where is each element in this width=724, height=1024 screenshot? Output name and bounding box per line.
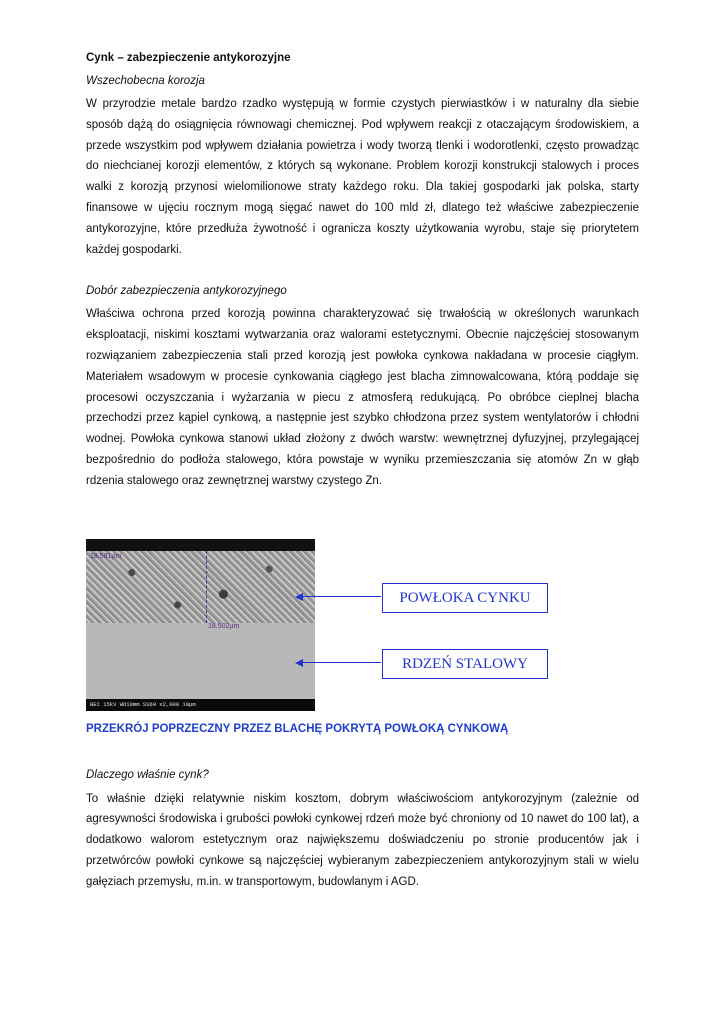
- sem-zinc-coating-layer: [86, 551, 315, 623]
- sem-measure-top: 18.581µm: [90, 552, 122, 560]
- label-core: RDZEŃ STALOWY: [382, 649, 548, 679]
- section-heading-selection: Dobór zabezpieczenia antykorozyjnego: [86, 285, 287, 298]
- figure-caption: PRZEKRÓJ POPRZECZNY PRZEZ BLACHĘ POKRYTĄ POWŁOKĄ CYNKOWĄ: [86, 722, 509, 735]
- document-page: [86, 52, 639, 893]
- section-heading-corrosion: Wszechobecna korozja: [86, 75, 205, 87]
- sem-info-bar: BEC 15kV WD10mm SS60 x2,000 10µm: [86, 699, 315, 711]
- sem-micrograph-image: [86, 539, 315, 711]
- cross-section-figure: [86, 539, 639, 717]
- sem-steel-core-layer: [86, 623, 315, 699]
- section-text-corrosion: W przyrodzie metale bardzo rzadko występują w formie czystych pierwiastków i w naturalny dla siebie sposób dążą do osiągnięcia równowagi chemicznej. Pod wpływem reakcji z otaczającym środowiskiem, a przede wszystkim pod wpływem działania powietrza i wody tworzą tlenki i wodorotlenki, często prowadząc do niechcianej korozji elementów, z których są wykonane. Problem korozji konstrukcji stalowych i proces walki z korozją przynosi wielomilionowe straty każdego roku. Dla takiej gospodarki jak polska, starty finansowe w ujęciu rocznym mogą sięgać nawet do 100 mld zł, dlatego też właściwe zabezpieczenie antykorozyjne, które przedłuża żywotność i ogranicza koszty użytkowania wyrobu, staje się priorytetem każdej gospodarki.: [86, 98, 639, 256]
- sem-measure-bottom: 18.502µm: [208, 622, 240, 630]
- section-text-why-zinc: To właśnie dzięki relatywnie niskim kosztom, dobrym właściwościom antykorozyjnym (zależnie od agresywności środowiska i grubości powłoki cynkowej rdzeń może być chroniony od 10 nawet do 100 lat), a dodatkowo walorom estetycznym oraz największemu doświadczeniu po stronie producentów jak i przetwórców powłoki cynkowe są najczęściej wybieranym zabezpieczeniem antykorozyjnym stali w wielu gałęziach przemysłu, m.in. w transportowym, budowlanym i AGD.: [86, 792, 639, 888]
- section-heading-why-zinc: Dlaczego właśnie cynk?: [86, 768, 209, 781]
- arrow-head-core: [295, 659, 303, 667]
- sem-measurement-line: [206, 551, 207, 623]
- arrow-line-core: [301, 662, 381, 663]
- arrow-line-coating: [301, 596, 381, 597]
- label-coating: POWŁOKA CYNKU: [382, 583, 548, 613]
- section-text-selection: Właściwa ochrona przed korozją powinna charakteryzować się trwałością w określonych warunkach eksploatacji, niskimi kosztami wytwarzania oraz walorami estetycznymi. Obecnie najczęściej stosowanym rozwiązaniem zabezpieczenia stali przed korozją jest powłoka cynkowa nakładana w procesie ciągłym. Materiałem wsadowym w procesie cynkowania ciągłego jest blacha zimnowalcowana, którą poddaje się procesowi oczyszczania i wyżarzania w piecu z atmosferą redukującą. Po obróbce cieplnej blacha przechodzi przez kąpiel cynkową, a następnie jest szybko chłodzona przez system wentylatorów i chłodni wodnej. Powłoka cynkowa stanowi układ złożony z dwóch warstw: wewnętrznej dyfuzyjnej, przylegającej bezpośrednio do podłoża stalowego, która powstaje w wyniku przemieszczania się atomów Zn w głąb rdzenia stalowego oraz zewnętrznej warstwy czystego Zn.: [86, 308, 639, 487]
- arrow-head-coating: [295, 593, 303, 601]
- document-title: Cynk – zabezpieczenie antykorozyjne: [86, 52, 291, 64]
